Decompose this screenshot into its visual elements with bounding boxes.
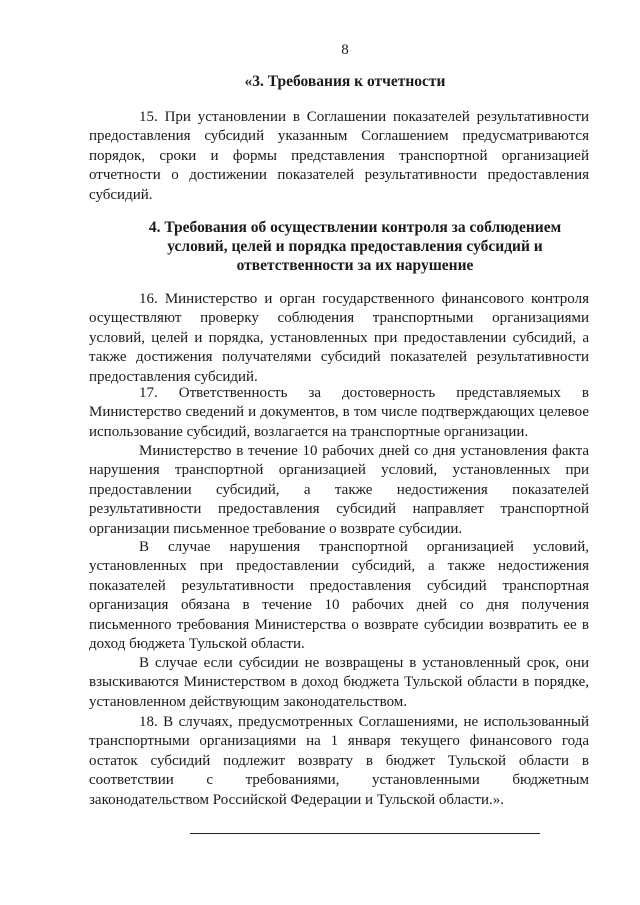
section-3-heading: «3. Требования к отчетности [244,73,446,90]
paragraph-17: 17. Ответственность за достоверность представляемых в Министерство сведений и документов, в том числе подтверждающих целевое использование субсидий, возлагается на транспортные организации. [89,385,589,440]
paragraph-17-not-returned: В случае если субсидии не возвращены в установленный срок, они взыскиваются Министерством в доход бюджета Тульской области в порядке, установленном действующим законодательством. [89,655,589,710]
page-number: 8 [341,42,349,58]
paragraph-17-return-demand: Министерство в течение 10 рабочих дней со дня установления факта нарушения транспортной организацией условий, установленных при предоставлении субсидий, а также недостижения показателей результативности предоставления субсидий направляет транспортной организации письменное требование о возврате субсидии. [89,443,589,537]
section-4-heading [0,218,640,275]
section-4-heading-line-2: условий, целей и порядка предоставления субсидий и [167,238,543,255]
section-4-heading-line-3: ответственности за их нарушение [236,257,474,274]
paragraph-17-violation: В случае нарушения транспортной организацией условий, установленных при предоставлении субсидий, а также недостижения показателей результативности предоставления субсидий транспортная организация обязана в течение 10 рабочих дней со дня получения письменного требования Министерства о возврате субсидии возвратить ее в доход бюджета Тульской области. [89,539,589,653]
paragraph-15: 15. При установлении в Соглашении показателей результативности предоставления субсидий указанным Соглашением предусматриваются порядок, сроки и формы представления транспортной организацией отчетности о достижении показателей результативности предоставления субсидий. [89,109,589,203]
closing-rule [190,833,540,834]
paragraph-18: 18. В случаях, предусмотренных Соглашениями, не использованный транспортными организациями на 1 января текущего финансового года остаток субсидий подлежит возврату в бюджет Тульской области в соответствии с требованиями, установленными бюджетным законодательством Российской Федерации и Тульской области.». [89,714,589,808]
section-4-heading-line-1: 4. Требования об осуществлении контроля за соблюдением [148,219,562,236]
paragraph-16: 16. Министерство и орган государственного финансового контроля осуществляют проверку соблюдения транспортными организациями условий, целей и порядка, установленных при предоставлении субсидий, а также достижения получателями субсидий показателей результативности предоставления субсидий. [89,291,589,385]
